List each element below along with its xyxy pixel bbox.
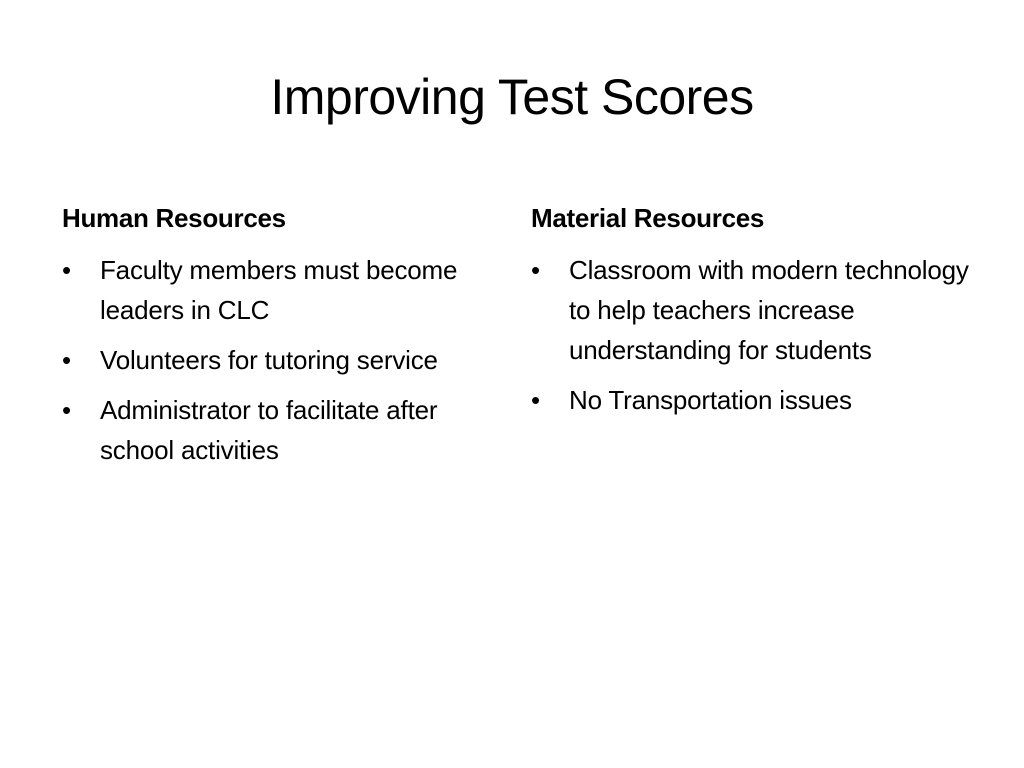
list-item [62,250,502,330]
list-item-text: Administrator to facilitate after school activities [100,395,438,465]
material-resources-list [531,250,981,420]
human-resources-column [62,200,502,480]
list-item [531,380,981,420]
material-resources-heading: Material Resources [531,203,765,233]
bullet-icon: • [62,395,71,425]
list-item-text: Faculty members must become leaders in CLC [100,255,458,325]
material-resources-column [531,200,981,430]
human-resources-heading: Human Resources [62,203,286,233]
slide-title: Improving Test Scores [270,69,754,125]
list-item-text: Volunteers for tutoring service [100,345,438,375]
human-resources-list [62,250,502,470]
bullet-icon: • [62,345,71,375]
bullet-icon: • [531,385,540,415]
bullet-icon: • [62,255,71,285]
list-item [62,340,502,380]
bullet-icon: • [531,255,540,285]
list-item [531,250,981,370]
list-item-text: Classroom with modern technology to help teachers increase understanding for students [569,255,969,365]
list-item [62,390,502,470]
list-item-text: No Transportation issues [569,385,852,415]
